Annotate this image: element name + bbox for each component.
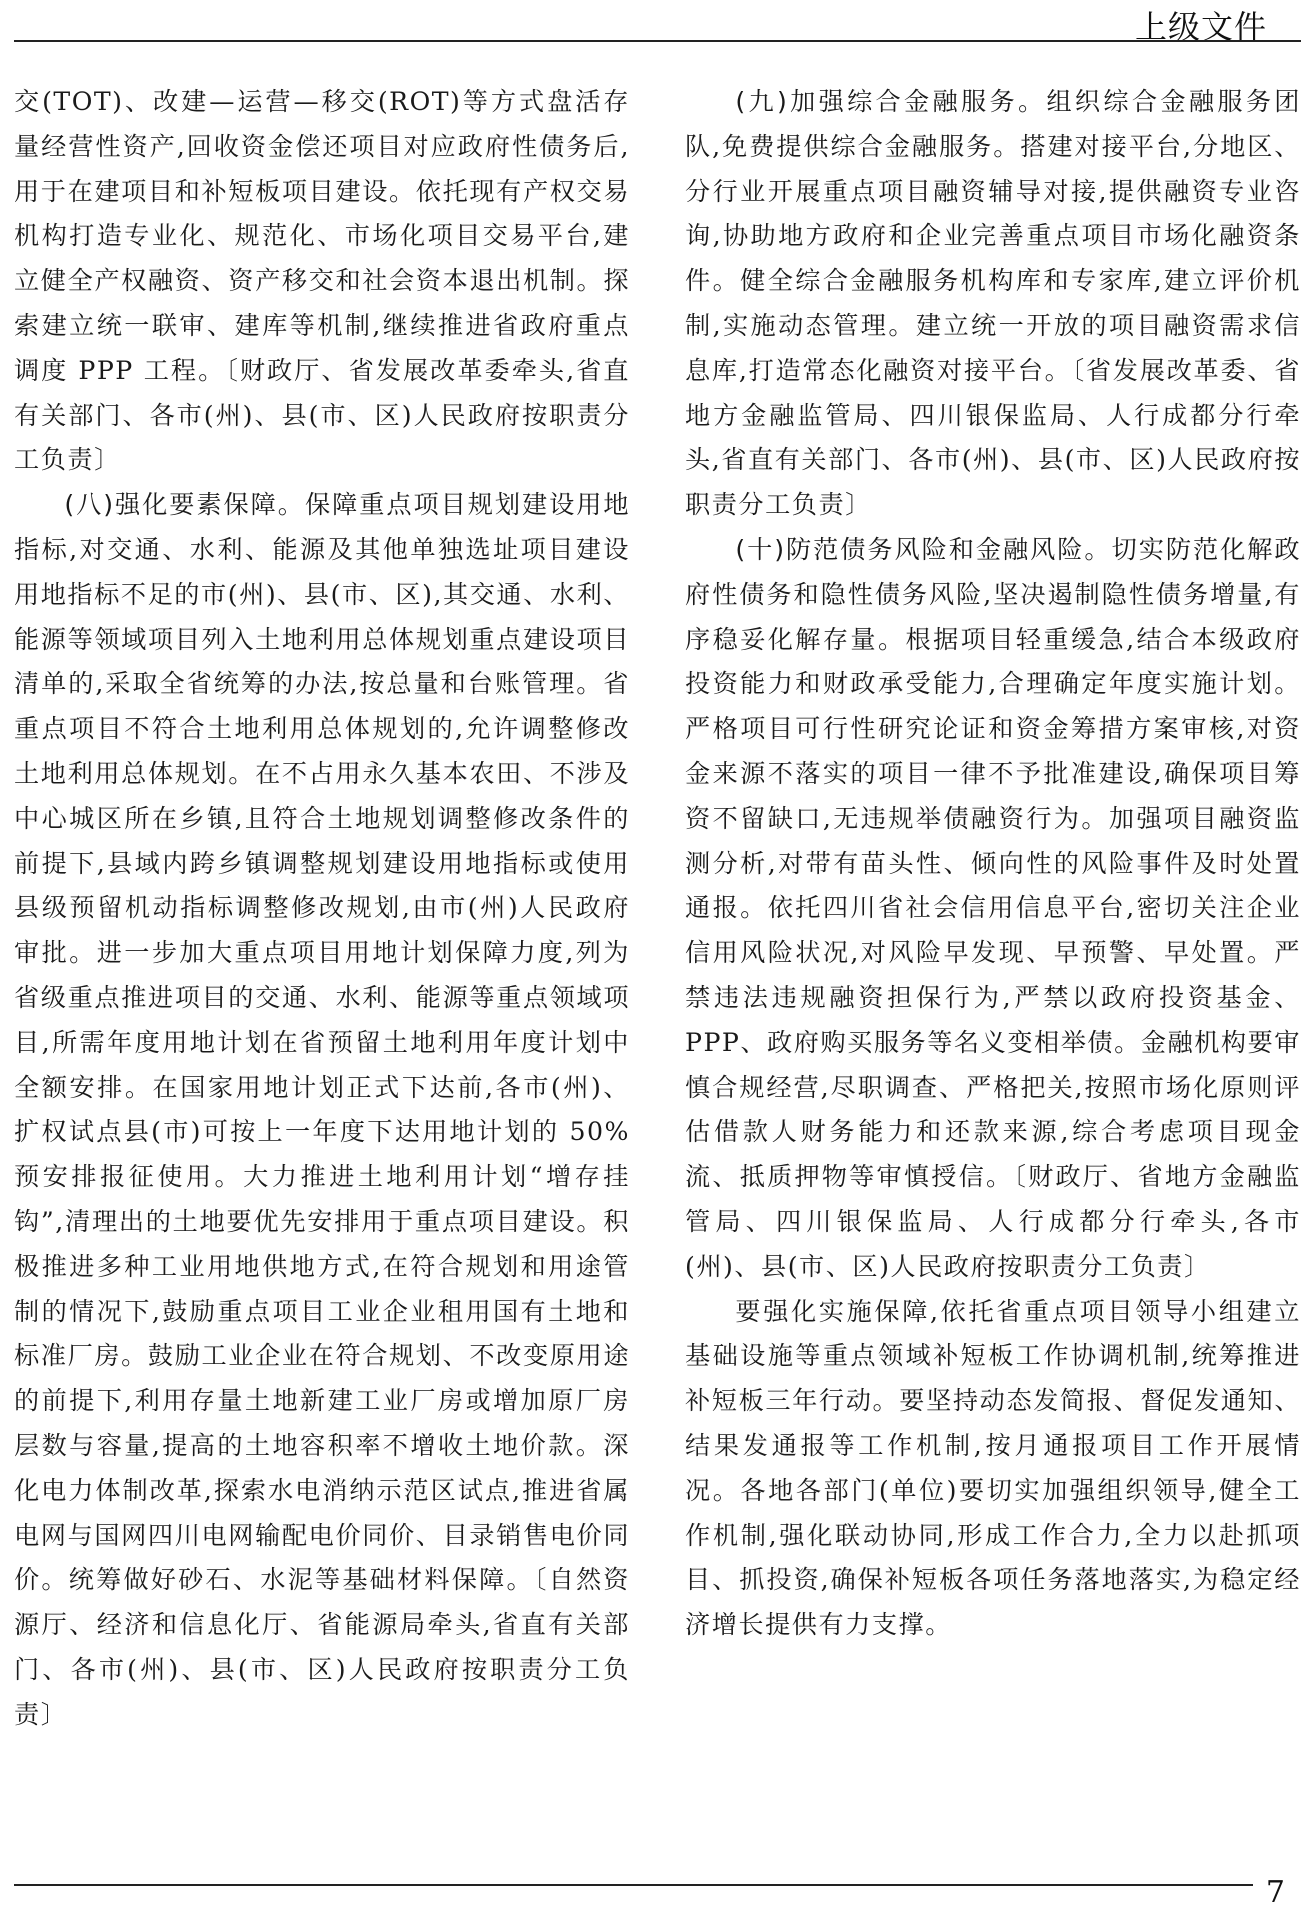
paragraph-continuation: 交(TOT)、改建—运营—移交(ROT)等方式盘活存量经营性资产,回收资金偿还项目对应政府性债务后,用于在建项目和补短板项目建设。依托现有产权交易机构打造专业化、规范化、市场化项目交易平台,建立健全产权融资、资产移交和社会资本退出机制。探索建立统一联审、建库等机制,继续推进省政府重点调度 PPP 工程。〔财政厅、省发展改革委牵头,省直有关部门、各市(州)、县(市、区)人民政府按职责分工负责〕 bbox=[14, 87, 630, 475]
section-9-body: 组织综合金融服务团队,免费提供综合金融服务。搭建对接平台,分地区、分行业开展重点项目融资辅导对接,提供融资专业咨询,协助地方政府和企业完善重点项目市场化融资条件。健全综合金融服务机构库和专家库,建立评价机制,实施动态管理。建立统一开放的项目融资需求信息库,打造常态化融资对接平台。〔省发展改革委、省地方金融监管局、四川银保监局、人行成都分行牵头,省直有关部门、各市(州)、县(市、区)人民政府按职责分工负责〕 bbox=[685, 87, 1301, 520]
header-divider bbox=[14, 40, 1301, 42]
section-8-body: 保障重点项目规划建设用地指标,对交通、水利、能源及其他单独选址项目建设用地指标不足的市(州)、县(市、区),其交通、水利、能源等领域项目列入土地利用总体规划重点建设项目清单的,采取全省统筹的办法,按总量和台账管理。省重点项目不符合土地利用总体规划的,允许调整修改土地利用总体规划。在不占用永久基本农田、不涉及中心城区所在乡镇,且符合土地规划调整修改条件的前提下,县域内跨乡镇调整规划建设用地指标或使用县级预留机动指标调整修改规划,由市(州)人民政府审批。进一步加大重点项目用地计划保障力度,列为省级重点推进项目的交通、水利、能源等重点领域项目,所需年度用地计划在省预留土地利用年度计划中全额安排。在国家用地计划正式下达前,各市(州)、扩权试点县(市)可按上一年度下达用地计划的 50% 预安排报征使用。大力推进土地利用计划“增存挂钩”,清理出的土地要优先安排用于重点项目建设。积极推进多种工业用地供地方式,在符合规划和用途管制的情况下,鼓励重点项目工业企业租用国有土地和标准厂房。鼓励工业企业在符合规划、不改变原用途的前提下,利用存量土地新建工业厂房或增加原厂房层数与容量,提高的土地容积率不增收土地价款。深化电力体制改革,探索水电消纳示范区试点,推进省属电网与国网四川电网输配电价同价、目录销售电价同价。统筹做好砂石、水泥等基础材料保障。〔自然资源厅、经济和信息化厅、省能源局牵头,省直有关部门、各市(州)、县(市、区)人民政府按职责分工负责〕 bbox=[14, 490, 631, 1729]
paragraph-implementation: 要强化实施保障,依托省重点项目领导小组建立基础设施等重点领域补短板工作协调机制,统筹推进补短板三年行动。要坚持动态发简报、督促发通知、结果发通报等工作机制,按月通报项目工作开展情况。各地各部门(单位)要切实加强组织领导,健全工作机制,强化联动协同,形成工作合力,全力以赴抓项目、抓投资,确保补短板各项任务落地落实,为稳定经济增长提供有力支撑。 bbox=[685, 1296, 1301, 1640]
paragraph-section-9 bbox=[685, 80, 1301, 528]
section-10-body: 切实防范化解政府性债务和隐性债务风险,坚决遏制隐性债务增量,有序稳妥化解存量。根据项目轻重缓急,结合本级政府投资能力和财政承受能力,合理确定年度实施计划。严格项目可行性研究论证和资金筹措方案审核,对资金来源不落实的项目一律不予批准建设,确保项目筹资不留缺口,无违规举债融资行为。加强项目融资监测分析,对带有苗头性、倾向性的风险事件及时处置通报。依托四川省社会信用信息平台,密切关注企业信用风险状况,对风险早发现、早预警、早处置。严禁违法违规融资担保行为,严禁以政府投资基金、PPP、政府购买服务等名义变相举债。金融机构要审慎合规经营,尽职调查、严格把关,按照市场化原则评估借款人财务能力和还款来源,综合考虑项目现金流、抵质押物等审慎授信。〔财政厅、省地方金融监管局、四川银保监局、人行成都分行牵头,各市(州)、县(市、区)人民政府按职责分工负责〕 bbox=[685, 534, 1302, 1281]
paragraph-section-8 bbox=[14, 483, 630, 1737]
right-column bbox=[685, 80, 1301, 1648]
section-10-heading: (十)防范债务风险和金融风险。 bbox=[735, 534, 1112, 564]
left-column bbox=[14, 80, 630, 1737]
page-number: 7 bbox=[1265, 1875, 1285, 1910]
footer-divider bbox=[14, 1884, 1253, 1886]
paragraph-section-10 bbox=[685, 528, 1301, 1290]
section-9-heading: (九)加强综合金融服务。 bbox=[735, 87, 1047, 116]
section-label: 上级文件 bbox=[1134, 8, 1267, 46]
section-8-heading: (八)强化要素保障。 bbox=[64, 490, 305, 520]
